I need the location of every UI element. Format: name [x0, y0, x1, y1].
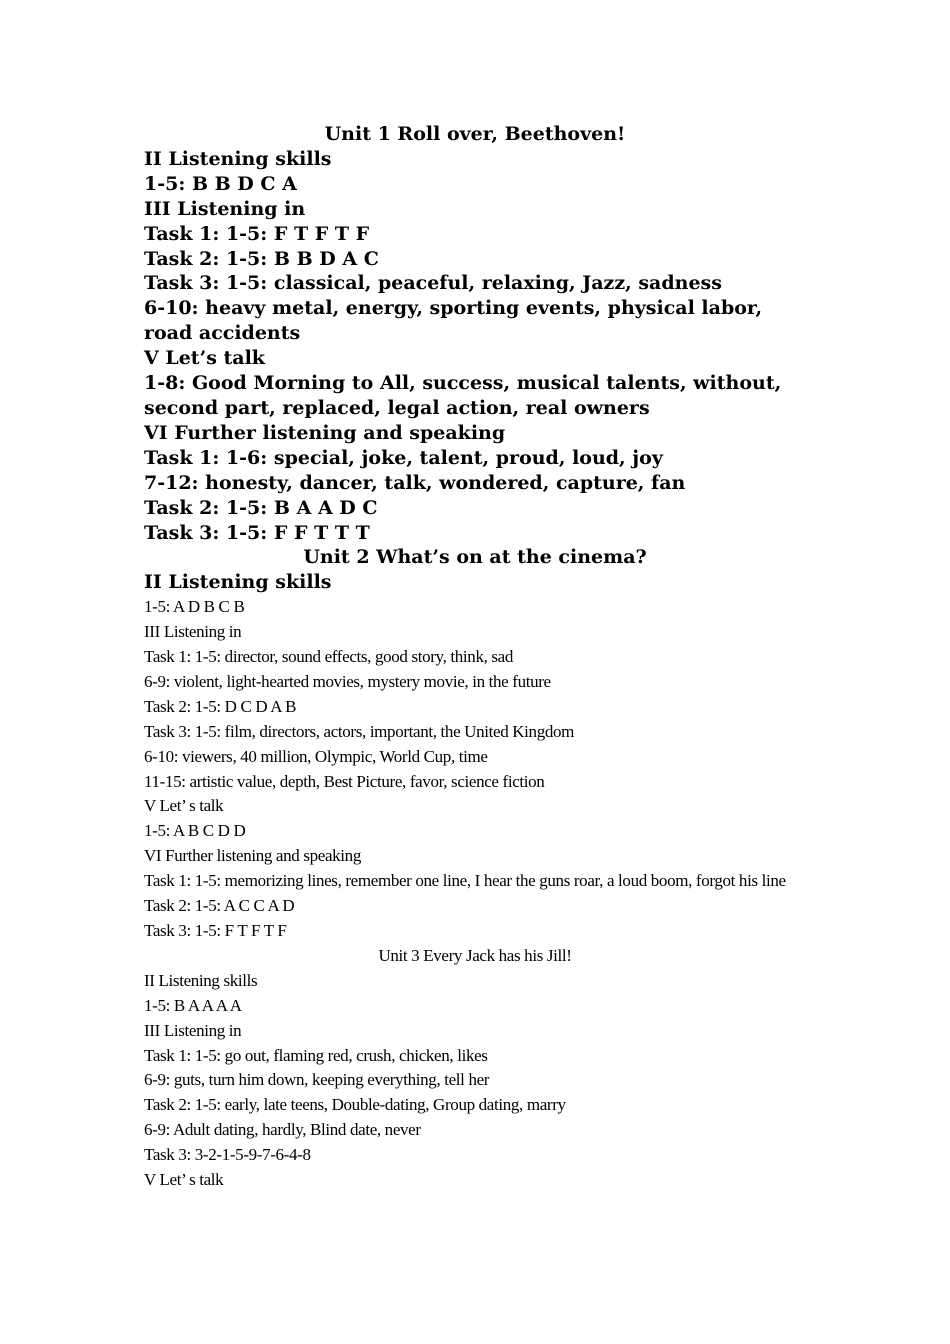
unit2-line: Task 2: 1-5: A C C A D: [144, 896, 295, 916]
unit3-line: Task 2: 1-5: early, late teens, Double-dating, Group dating, marry: [144, 1095, 566, 1115]
unit1-title: Unit 1 Roll over, Beethoven!: [324, 123, 626, 145]
unit1-line: 6-10: heavy metal, energy, sporting events, physical labor, road accidents: [144, 297, 769, 345]
unit1-line: Task 2: 1-5: B B D A C: [144, 247, 379, 270]
unit1-line: Task 3: 1-5: F F T T T: [144, 521, 370, 544]
unit2-heading: II Listening skills: [144, 571, 332, 594]
unit3-line: 1-5: B A A A A: [144, 995, 242, 1015]
unit1-line: Task 2: 1-5: B A A D C: [144, 496, 378, 519]
unit3-line: Task 3: 3-2-1-5-9-7-6-4-8: [144, 1145, 311, 1165]
unit3-line: 6-9: guts, turn him down, keeping everything, tell her: [144, 1070, 490, 1090]
unit3-line: II Listening skills: [144, 970, 258, 990]
answer-key-document: [144, 122, 806, 1193]
unit1-line: Task 1: 1-5: F T F T F: [144, 222, 370, 245]
unit1-line: 1-8: Good Morning to All, success, musical talents, without, second part, replaced, legal action, real owners: [144, 372, 788, 419]
unit2-line: 6-9: violent, light-hearted movies, mystery movie, in the future: [144, 671, 551, 691]
unit3-line: 6-9: Adult dating, hardly, Blind date, never: [144, 1120, 421, 1140]
unit2-line: 11-15: artistic value, depth, Best Picture, favor, science fiction: [144, 771, 545, 791]
unit1-line: Task 3: 1-5: classical, peaceful, relaxing, Jazz, sadness: [144, 272, 722, 295]
unit2-line: 6-10: viewers, 40 million, Olympic, World Cup, time: [144, 746, 488, 766]
unit3-line: V Let’ s talk: [144, 1170, 224, 1190]
unit2-title: Unit 2 What’s on at the cinema?: [303, 546, 647, 569]
unit1-line: 1-5: B B D C A: [144, 172, 297, 195]
unit1-line: 7-12: honesty, dancer, talk, wondered, capture, fan: [144, 471, 686, 494]
unit2-line: V Let’ s talk: [144, 796, 224, 816]
unit1-line: Task 1: 1-6: special, joke, talent, proud, loud, joy: [144, 446, 663, 469]
unit1-line: V Let’s talk: [144, 347, 265, 370]
unit3-line: III Listening in: [144, 1020, 242, 1040]
unit2-line: 1-5: A B C D D: [144, 821, 246, 841]
unit2-line: Task 1: 1-5: memorizing lines, remember one line, I hear the guns roar, a loud boom, forgot his line: [144, 871, 786, 891]
unit2-line: VI Further listening and speaking: [144, 846, 361, 866]
unit1-line: VI Further listening and speaking: [144, 421, 506, 444]
unit1-line: III Listening in: [144, 197, 306, 220]
unit2-line: III Listening in: [144, 622, 242, 642]
unit2-line: Task 3: 1-5: film, directors, actors, important, the United Kingdom: [144, 721, 575, 741]
unit2-line: Task 1: 1-5: director, sound effects, good story, think, sad: [144, 647, 514, 667]
unit3-line: Task 1: 1-5: go out, flaming red, crush, chicken, likes: [144, 1045, 488, 1065]
unit2-line: Task 2: 1-5: D C D A B: [144, 696, 297, 716]
unit3-title: Unit 3 Every Jack has his Jill!: [378, 945, 572, 965]
unit2-line: Task 3: 1-5: F T F T F: [144, 921, 287, 940]
unit1-line: II Listening skills: [144, 147, 332, 170]
unit2-line: 1-5: A D B C B: [144, 597, 245, 617]
